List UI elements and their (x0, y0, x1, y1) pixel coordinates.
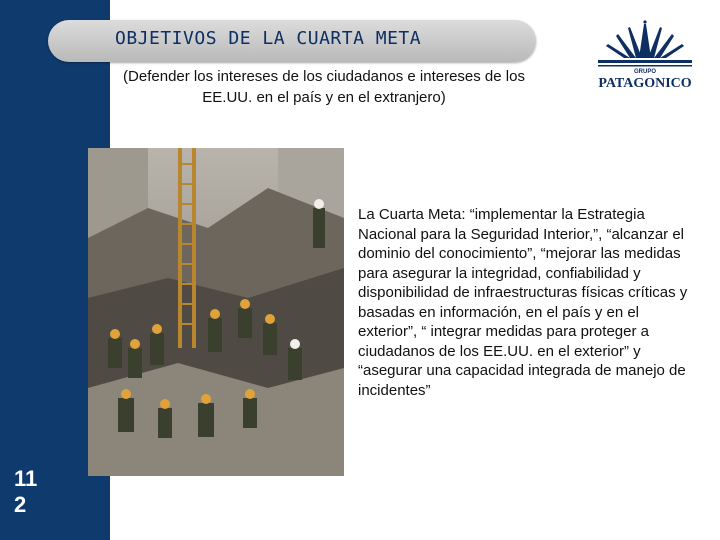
rescue-rubble-photo (88, 148, 344, 476)
grupo-patagonico-logo (592, 18, 698, 96)
slide-title: OBJETIVOS DE LA CUARTA META (115, 28, 422, 49)
logo-top-text: GRUPO (633, 69, 657, 75)
page-number (14, 466, 54, 518)
page-number-line-1: 11 (14, 466, 38, 491)
body-paragraph (358, 205, 698, 400)
body-text: : “implementar la Estrategia Nacional para la Seguridad Interior,”, “alcanzar el dominio del conocimiento”, “mejorar las medidas para asegurar la integridad, confiabilidad y disponibilidad de infraestructuras físicas críticas y basadas en información, en el país y en el exterior”, “ integrar medidas para proteger a ciudadanos de los EE.UU. en el exterior” y “asegurar una capacidad integrada de manejo de incidentes” (358, 206, 688, 399)
body-lead: La Cuarta Meta (358, 206, 462, 223)
logo-name: PATAGONICO (598, 76, 692, 91)
page-number-line-2: 2 (14, 492, 27, 517)
slide-subtitle: (Defender los intereses de los ciudadanos e intereses de los EE.UU. en el país y en el extranjero) (123, 68, 525, 106)
